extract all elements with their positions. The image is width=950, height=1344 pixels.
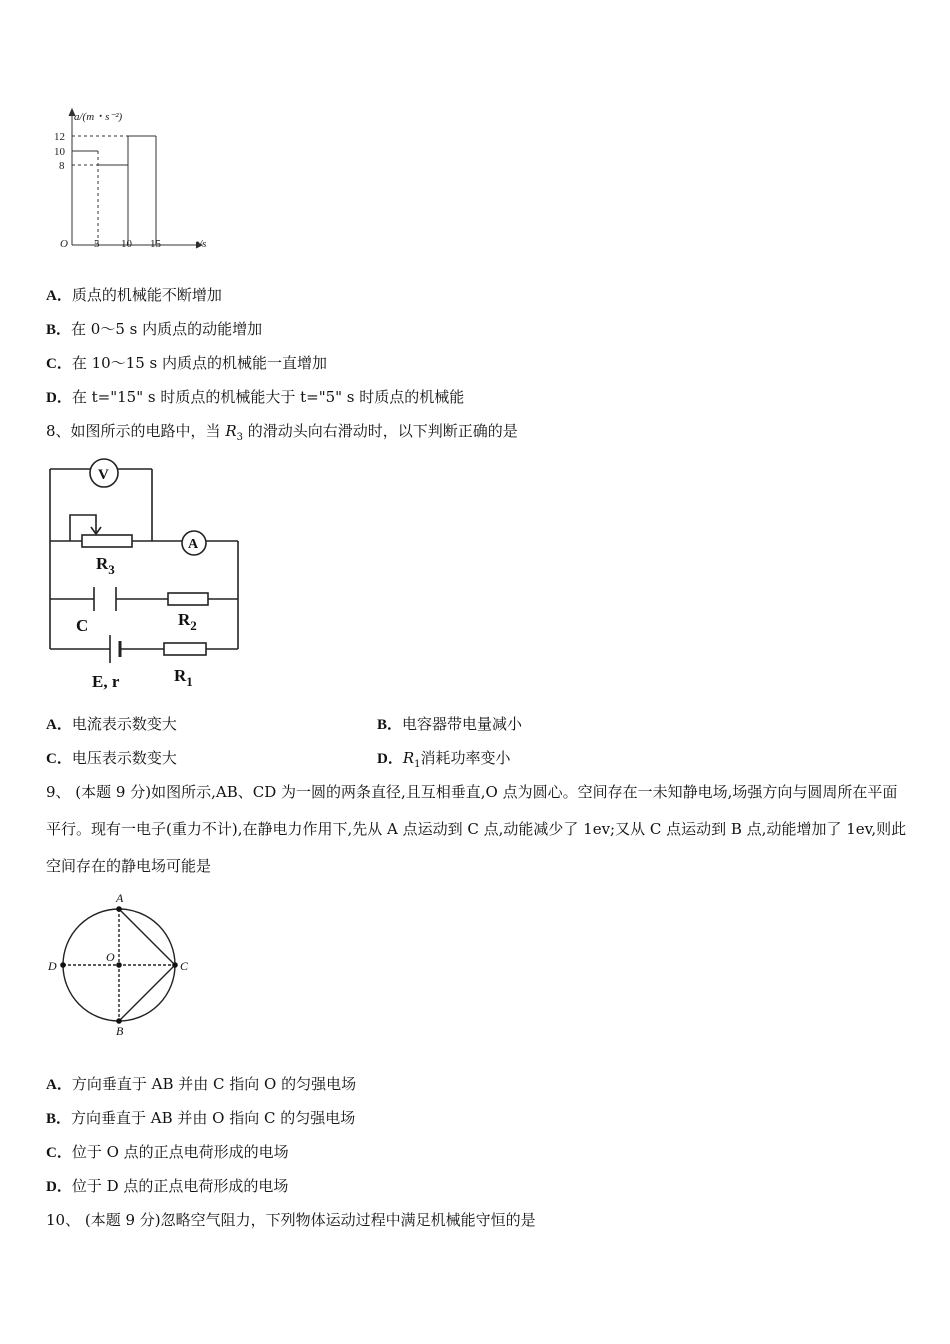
origin-label: O — [60, 238, 68, 250]
option-text: 质点的机械能不断增加 — [71, 286, 222, 304]
option-label: B． — [46, 322, 72, 338]
chord-cb — [119, 965, 175, 1021]
r3-label: $R_3$ — [96, 554, 115, 577]
x-axis-label: t/s — [196, 238, 207, 250]
q7-option-d — [46, 387, 464, 408]
acceleration-time-graph — [50, 100, 230, 260]
label-o: O — [106, 950, 115, 964]
circle-diagram — [44, 890, 194, 1040]
y-tick-10: 10 — [54, 146, 65, 158]
q7-option-b — [46, 319, 262, 340]
q8-stem: 8、如图所示的电路中，当 $R_3$ 的滑动头向右滑动时，以下判断正确的是 — [46, 422, 518, 443]
q8-option-a: A．电流表示数变大 — [46, 715, 177, 733]
q9-option-d: D．位于 D 点的正点电荷形成的电场 — [46, 1177, 289, 1195]
r2-label: $R_2$ — [178, 610, 197, 633]
point-d — [60, 962, 66, 968]
r3-var: R — [225, 422, 237, 440]
y-tick-8: 8 — [59, 160, 65, 172]
option-text: 在 10～15 s 内质点的机械能一直增加 — [71, 354, 328, 372]
option-label: C． — [46, 356, 72, 372]
option-label: A． — [46, 288, 72, 304]
q9-stem: 9、 (本题 9 分)如图所示,AB、CD 为一圆的两条直径,且互相垂直,O 点为圆心。空间存在一未知静电场,场强方向与圆周所在平面平行。现有一电子(重力不计),在静电力作用下,先从 A 点运动到 C 点,动能减少了 1ev;又从 C 点运动到 B 点,动能增加了 1ev,则此空间存在的静电场可能是 — [46, 783, 907, 875]
label-a: A — [116, 891, 124, 905]
label-c: C — [180, 959, 189, 973]
q8-option-b: B．电容器带电量减小 — [377, 715, 523, 733]
rheostat-r3 — [82, 535, 132, 547]
resistor-r1 — [164, 643, 206, 655]
voltmeter-label: V — [98, 467, 109, 483]
q8-option-c: C．电压表示数变大 — [46, 749, 177, 767]
point-a — [116, 906, 122, 912]
resistor-r2 — [168, 593, 208, 605]
battery-label: E, r — [92, 672, 120, 691]
option-text: 在 t="15" s 时质点的机械能大于 t="5" s 时质点的机械能 — [71, 388, 465, 406]
q10-stem: 10、 (本题 9 分)忽略空气阻力，下列物体运动过程中满足机械能守恒的是 — [46, 1211, 536, 1229]
y-axis-label: a/(m・s⁻²) — [74, 111, 123, 123]
q9-option-a: A．方向垂直于 AB 并由 C 指向 O 的匀强电场 — [46, 1075, 357, 1093]
r1-label: $R_1$ — [174, 666, 193, 689]
capacitor-label: C — [76, 616, 89, 635]
x-tick-5: 5 — [94, 238, 100, 250]
q8-option-d: D．$R_1$消耗功率变小 — [377, 749, 511, 770]
q9-option-c: C．位于 O 点的正点电荷形成的电场 — [46, 1143, 289, 1161]
option-text: 在 0～5 s 内质点的动能增加 — [71, 320, 263, 338]
label-d: D — [48, 959, 57, 973]
x-tick-15: 15 — [150, 238, 161, 250]
q9-option-b: B．方向垂直于 AB 并由 O 指向 C 的匀强电场 — [46, 1109, 356, 1127]
point-b — [116, 1018, 122, 1024]
chord-ac — [119, 909, 175, 965]
y-tick-12: 12 — [54, 131, 65, 143]
ammeter-label: A — [188, 537, 199, 552]
x-tick-10: 10 — [121, 238, 132, 250]
q7-option-c — [46, 353, 327, 374]
circuit-diagram — [44, 455, 254, 695]
label-b: B — [116, 1024, 124, 1038]
point-o — [116, 962, 122, 968]
option-label: D． — [46, 390, 72, 406]
point-c — [172, 962, 178, 968]
q7-option-a — [46, 285, 222, 306]
